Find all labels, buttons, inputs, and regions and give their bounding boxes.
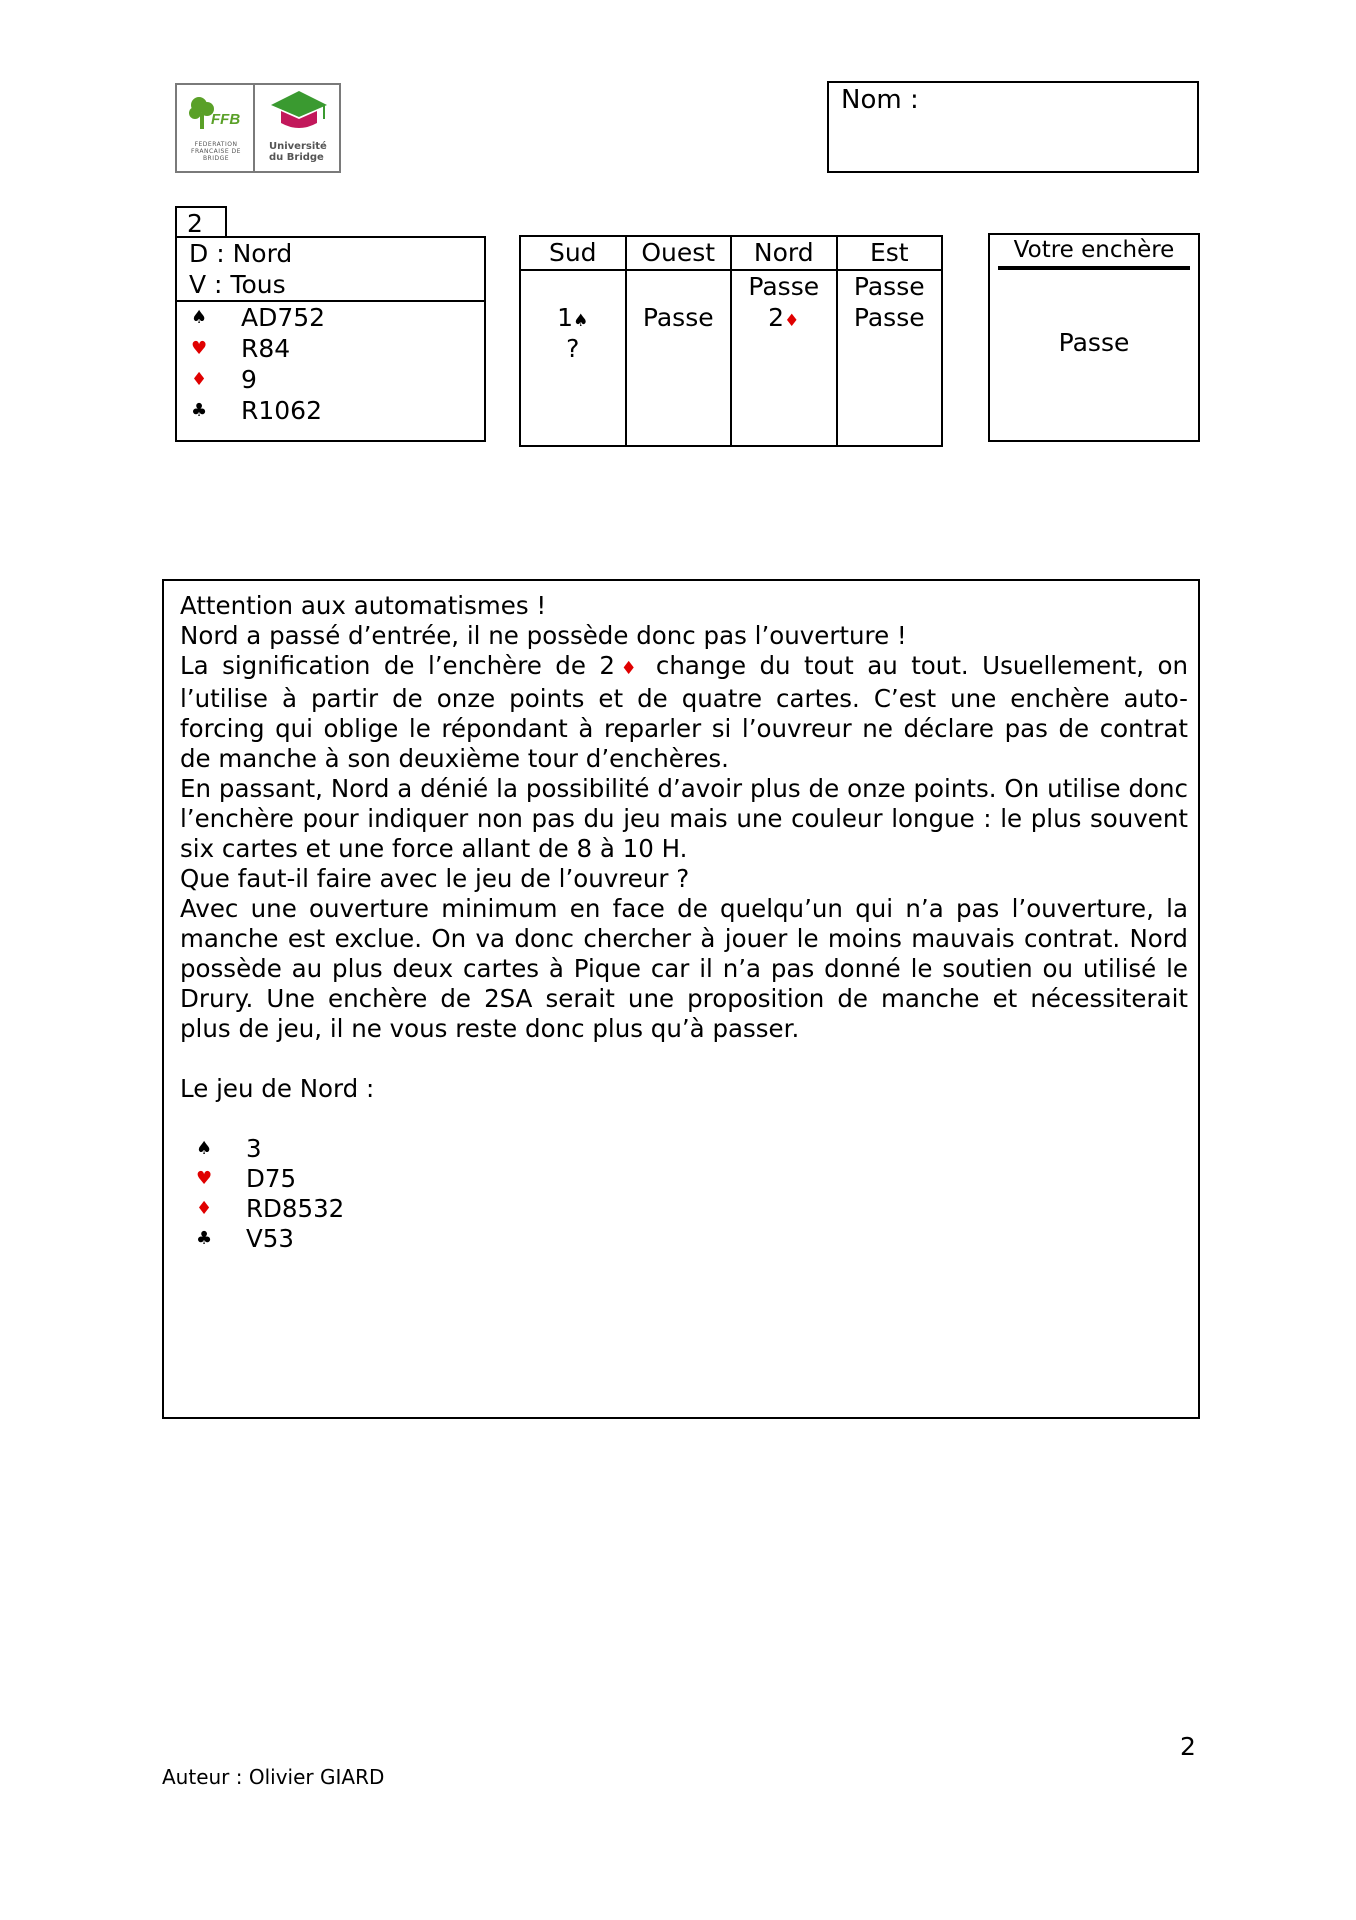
bid-cell: Passe <box>642 303 714 332</box>
mortarboard-icon <box>269 89 329 137</box>
dealer: D : Nord <box>189 239 293 268</box>
north-row-clubs <box>180 1224 1188 1254</box>
spade-icon: ♠ <box>573 311 589 331</box>
diamond-icon: ♦ <box>196 1198 213 1219</box>
north-cards: 3 <box>246 1134 262 1163</box>
bidding-table <box>519 235 943 447</box>
divider <box>998 266 1190 270</box>
north-row-hearts <box>180 1164 1188 1194</box>
bid-cell <box>838 333 942 364</box>
hand-cards: AD752 <box>241 303 326 332</box>
club-icon: ♣ <box>191 400 208 421</box>
page-number: 2 <box>1180 1732 1196 1761</box>
hand-cards: 9 <box>241 365 257 394</box>
bid-cell: Passe <box>853 303 925 332</box>
bid-header: Est <box>838 237 942 271</box>
spade-icon: ♠ <box>196 1138 213 1159</box>
bid-cell: 2♦ <box>768 303 800 332</box>
deal-info <box>177 238 484 302</box>
spade-icon: ♠ <box>191 307 208 328</box>
hand-box <box>175 236 486 442</box>
bid-header: Nord <box>732 237 836 271</box>
south-hand <box>177 302 484 426</box>
bid-column-sud <box>521 237 627 445</box>
votre-enchere-box <box>988 233 1200 442</box>
north-row-spades <box>180 1134 1188 1164</box>
diamond-icon: ♦ <box>614 658 643 679</box>
north-cards: RD8532 <box>246 1194 345 1223</box>
north-row-diamonds <box>180 1194 1188 1224</box>
bid-cell <box>732 333 836 364</box>
explanation-paragraph: Que faut-il faire avec le jeu de l’ouvreur ? <box>180 864 690 893</box>
ffb-text: FFB <box>211 111 241 128</box>
author: Auteur : Olivier GIARD <box>162 1765 385 1789</box>
hand-row-spades <box>189 302 484 333</box>
heart-icon: ♥ <box>196 1168 213 1189</box>
explanation-paragraph: Avec une ouverture minimum en face de quelqu’un qui n’a pas l’ouverture, la manche est exclue. On va donc chercher à jouer le moins mauvais contrat. Nord possède au plus deux cartes à Pique car il n’a pas donné le soutien ou utilisé le Drury. Une enchère de 2SA serait une proposition de manche et nécessiterait plus de jeu, il ne vous reste donc plus qu’à passer. <box>180 894 1188 1043</box>
diamond-icon: ♦ <box>191 369 208 390</box>
universite-logo <box>255 85 339 171</box>
votre-enchere-answer: Passe <box>1058 328 1130 357</box>
hand-row-diamonds <box>189 364 484 395</box>
bid-cell: ? <box>566 334 580 363</box>
explanation-paragraph: Nord a passé d’entrée, il ne possède donc pas l’ouverture ! <box>180 621 907 650</box>
bid-cell <box>521 271 625 302</box>
hand-row-clubs <box>189 395 484 426</box>
explanation-paragraph: La signification de l’enchère de 2♦ change du tout au tout. Usuellement, on l’utilise à partir de onze points et de quatre cartes. C’est une enchère auto-forcing qui oblige le répondant à reparler si l’ouvreur ne déclare pas de contrat de manche à son deuxième tour d’enchères. <box>180 651 1188 773</box>
bid-header: Ouest <box>627 237 731 271</box>
bid-column-nord <box>732 237 838 445</box>
bid-cell: Passe <box>748 272 820 301</box>
explanation-paragraph: En passant, Nord a dénié la possibilité d’avoir plus de onze points. On utilise donc l’enchère pour indiquer non pas du jeu mais une couleur longue : le plus souvent six cartes et une force allant de 8 à 10 H. <box>180 774 1188 863</box>
explanation-paragraph: Attention aux automatismes ! <box>180 591 547 620</box>
ffb-logo <box>177 85 255 171</box>
bid-column-est <box>838 237 942 445</box>
bid-column-ouest <box>627 237 733 445</box>
bid-header: Sud <box>521 237 625 271</box>
hand-cards: R84 <box>241 334 291 363</box>
name-label: Nom : <box>841 85 919 115</box>
ub-line2: du Bridge <box>269 152 324 163</box>
explanation-box <box>162 579 1200 1419</box>
bid-cell: 1♠ <box>557 303 589 332</box>
bid-cell: Passe <box>853 272 925 301</box>
hand-cards: R1062 <box>241 396 322 425</box>
deal-number: 2 <box>175 206 227 238</box>
north-cards: D75 <box>246 1164 297 1193</box>
ub-line1: Université <box>269 141 327 152</box>
bid-cell <box>627 333 731 364</box>
heart-icon: ♥ <box>191 338 208 359</box>
ffb-subtitle: FEDERATION FRANCAISE DE BRIDGE <box>191 141 241 162</box>
bid-cell <box>627 271 731 302</box>
north-cards: V53 <box>246 1224 294 1253</box>
club-icon: ♣ <box>196 1228 213 1249</box>
north-hand-title: Le jeu de Nord : <box>180 1074 375 1103</box>
votre-enchere-title: Votre enchère <box>1013 237 1175 263</box>
hand-row-hearts <box>189 333 484 364</box>
logo <box>175 83 341 173</box>
name-field[interactable] <box>827 81 1199 173</box>
vulnerability: V : Tous <box>189 270 286 299</box>
diamond-icon: ♦ <box>784 311 800 331</box>
